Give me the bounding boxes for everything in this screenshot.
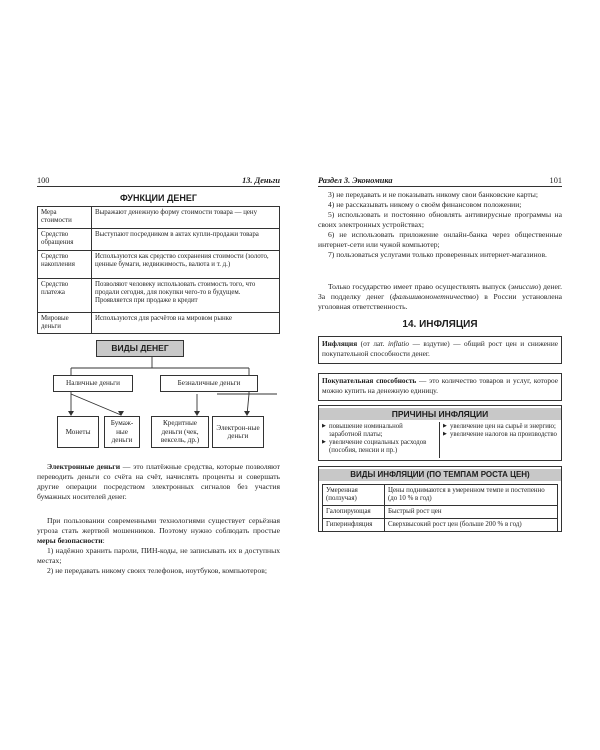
- inflation-causes-title: ПРИЧИНЫ ИНФЛЯЦИИ: [391, 409, 489, 419]
- electronic-money-term: Электронные деньги: [47, 462, 121, 471]
- security-intro: При пользовании современными технологиями существует серьёзная угроза стать жертвой мошенников. Поэтому нужно соблюдать простые: [37, 516, 280, 535]
- function-term: Средство платежа: [38, 279, 92, 313]
- function-desc: Выражают денежную форму стоимости товара — цену: [92, 207, 280, 229]
- table-row: [38, 251, 280, 279]
- cash-money-box: Наличные деньги: [53, 375, 133, 392]
- function-desc: Используются для расчётов на мировом рынке: [92, 313, 280, 334]
- cause-text: увеличение налогов на производство: [450, 431, 557, 438]
- causes-left-list: [322, 423, 436, 455]
- triangle-bullet-icon: ▶: [443, 424, 447, 429]
- coins-box: Монеты: [57, 416, 99, 448]
- inflation-kind-desc: Сверхвысокий рост цен (больше 200 % в год): [385, 519, 558, 532]
- security-item-4: 4) не рассказывать никому о своём финансовом положении;: [328, 200, 522, 209]
- security-item-6: 6) не использовать приложение онлайн-банка через общественные интернет-сети или чужой компьютер;: [318, 230, 562, 249]
- inflation-section-title: 14. ИНФЛЯЦИЯ: [402, 319, 478, 330]
- security-item-7: 7) пользоваться услугами только проверенных интернет-магазинов.: [328, 250, 547, 259]
- inflation-causes-box: [318, 405, 562, 461]
- right-page-number: 101: [549, 176, 562, 185]
- emission-text-1: Только государство имеет право осуществлять выпуск (: [328, 282, 511, 291]
- inflation-kind-desc: Цены поднимаются в умеренном темпе и постепенно (до 10 % в год): [385, 485, 558, 506]
- cause-text: увеличение социальных расходов (пособия, пенсии и пр.): [329, 439, 427, 454]
- security-item-2: 2) не передавать никому своих телефонов, ноутбуков, компьютеров;: [47, 566, 267, 575]
- table-row: [323, 519, 558, 532]
- security-paragraph: [37, 516, 280, 576]
- causes-divider: [439, 422, 440, 458]
- list-item: [322, 439, 436, 455]
- inflation-kinds-box: [318, 466, 562, 532]
- inflation-latin: inflatio: [388, 339, 410, 348]
- functions-table: [37, 206, 280, 334]
- table-row: [323, 485, 558, 506]
- table-row: [38, 207, 280, 229]
- security-term: меры безопасности: [37, 536, 103, 545]
- security-item-3: 3) не передавать и не показывать никому свои банковские карты;: [328, 190, 538, 199]
- inflation-kind-term: Умеренная (ползучая): [323, 485, 385, 506]
- left-running-head: 13. Деньги: [242, 176, 280, 185]
- purchasing-power-box: [318, 373, 562, 401]
- counterfeit-term: фальшивомонетничество: [392, 292, 477, 301]
- functions-title: ФУНКЦИИ ДЕНЕГ: [120, 193, 197, 203]
- credit-money-box: Кредитные деньги (чек, вексель, др.): [151, 416, 209, 448]
- inflation-kind-desc: Быстрый рост цен: [385, 506, 558, 519]
- list-item: [443, 423, 557, 431]
- list-item: [443, 431, 557, 439]
- left-header-rule: [37, 186, 280, 187]
- purchasing-power-term: Покупательная способность: [322, 376, 417, 385]
- security-item-5: 5) использовать и постоянно обновлять антивирусные программы на своих электронных устройствах;: [318, 210, 562, 229]
- inflation-text-1: (от лат.: [357, 339, 388, 348]
- inflation-kind-term: Гиперинфляция: [323, 519, 385, 532]
- electronic-money-text: — это платёжные средства, которые позволяют переводить деньги со счёта на счёт, начислять проценты и совершать другие операции посредством электронных сигналов без участия бумажных носителей денег.: [37, 462, 280, 501]
- electronic-money-box: Электрон-ные деньги: [212, 416, 264, 448]
- inflation-kinds-title: ВИДЫ ИНФЛЯЦИИ (ПО ТЕМПАМ РОСТА ЦЕН): [350, 470, 530, 479]
- purchasing-power-definition: [322, 376, 558, 396]
- right-running-head: Раздел 3. Экономика: [318, 176, 393, 185]
- inflation-definition-box: [318, 336, 562, 364]
- cause-text: повышение номинальной заработной платы;: [329, 423, 403, 438]
- security-continued-list: [318, 190, 562, 260]
- table-row: [38, 313, 280, 334]
- triangle-bullet-icon: ▶: [322, 440, 326, 445]
- noncash-money-box: Безналичные деньги: [160, 375, 258, 392]
- function-desc: Позволяют человеку использовать стоимость того, что продали сегодня, для покупки чего-то в будущем. Проявляется при продаже в кредит: [92, 279, 280, 313]
- triangle-bullet-icon: ▶: [322, 424, 326, 429]
- electronic-money-paragraph: [37, 462, 280, 502]
- inflation-definition: [322, 339, 558, 359]
- security-item-1: 1) надёжно хранить пароли, ПИН-коды, не записывать их в доступных местах;: [37, 546, 280, 565]
- function-term: Средство накопления: [38, 251, 92, 279]
- emission-term: эмиссию: [510, 282, 539, 291]
- table-row: [38, 229, 280, 251]
- emission-text-3: ) в России установлена уголовная ответственность.: [318, 292, 563, 311]
- right-header-rule: [318, 186, 562, 187]
- purchasing-power-text: — это количество товаров и услуг, которое можно купить на денежную единицу.: [322, 376, 558, 395]
- cause-text: увеличение цен на сырьё и энергию;: [450, 423, 556, 430]
- inflation-term: Инфляция: [322, 339, 358, 348]
- function-term: Средство обращения: [38, 229, 92, 251]
- inflation-kind-term: Галопирующая: [323, 506, 385, 519]
- table-row: [323, 506, 558, 519]
- causes-right-list: [443, 423, 557, 439]
- security-colon: :: [102, 536, 105, 545]
- triangle-bullet-icon: ▶: [443, 432, 447, 437]
- table-row: [38, 279, 280, 313]
- function-desc: Используются как средство сохранения стоимости (золото, ценные бумаги, недвижимость, валюта и т. д.): [92, 251, 280, 279]
- inflation-kinds-table: [322, 484, 558, 532]
- function-desc: Выступают посредником в актах купли-продажи товара: [92, 229, 280, 251]
- emission-paragraph: [318, 282, 562, 312]
- money-types-title: ВИДЫ ДЕНЕГ: [96, 340, 184, 357]
- emission-text-2: ) денег. За подделку денег (: [318, 282, 562, 301]
- left-page-number: 100: [37, 176, 50, 185]
- paper-money-box: Бумаж-ные деньги: [104, 416, 140, 448]
- list-item: [322, 423, 436, 439]
- function-term: Мера стоимости: [38, 207, 92, 229]
- inflation-text-2: — вздутие) — общий рост цен и снижение покупательной способности денег.: [322, 339, 558, 358]
- function-term: Мировые деньги: [38, 313, 92, 334]
